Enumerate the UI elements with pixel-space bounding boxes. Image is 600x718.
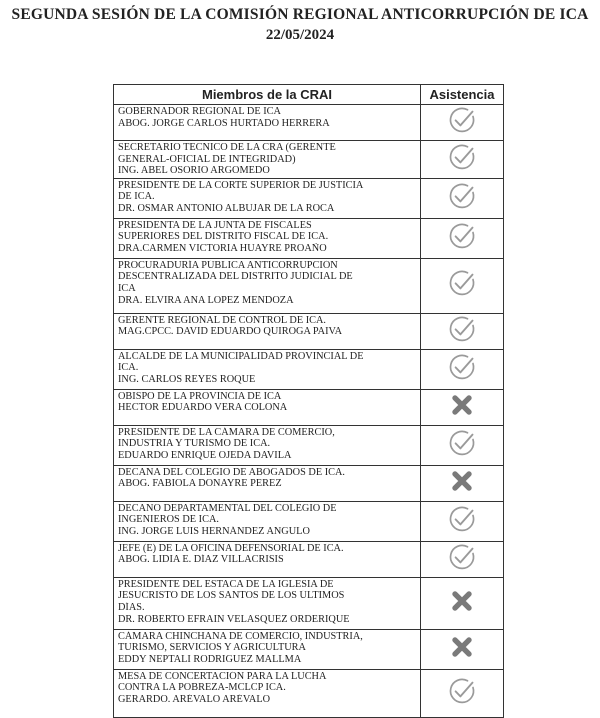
member-cell [114,541,421,577]
check-circle-icon [447,542,477,572]
attendance-cell [421,258,504,313]
member-text-line: MESA DE CONCERTACIÓN PARA LA LUCHA [118,670,327,682]
member-text-line: PRESIDENTE DEL ESTACA DE LA IGLESIA DE [118,578,334,590]
members-table [113,84,504,718]
member-text-line: GERENTE REGIONAL DE CONTROL DE ICA. [118,314,327,326]
member-cell [114,141,421,179]
attendance-cell [421,501,504,541]
member-text-line: ABOG. FABIOLA DONAYRE PEREZ [118,478,282,490]
member-text-line: CÁMARA CHINCHANA DE COMERCIO, INDUSTRIA, [118,630,363,642]
member-cell [114,389,421,425]
member-text-line: DRA.CARMEN VICTORIA HUAYRE PROAÑO [118,242,327,254]
member-text-line: PROCURADURÍA PÚBLICA ANTICORRUPCIÓN [118,259,338,271]
x-cross-icon [447,586,477,616]
member-cell [114,465,421,501]
member-text-line: GERARDO. ARÉVALO ARÉVALO [118,693,271,705]
member-text-line: EDDY NEPTALI RODRIGUEZ MALLMA [118,653,302,665]
member-text-line: ABOG. LIDIA E. DÍAZ VILLACRISIS [118,554,284,566]
member-cell [114,577,421,629]
member-text-line: TURISMO, SERVICIOS Y AGRICULTURA [118,642,306,654]
member-text-line: ING. CARLOS REYES ROQUE [118,373,256,385]
member-row [114,629,504,669]
member-cell [114,178,421,218]
member-cell [114,669,421,717]
member-cell [114,313,421,349]
header-members: Miembros de la CRAI [114,85,421,105]
check-circle-icon [447,221,477,251]
member-text-line: JESUCRISTO DE LOS SANTOS DE LOS ÚLTIMOS [118,590,345,602]
member-text-line: DECANA DEL COLEGIO DE ABOGADOS DE ICA. [118,466,345,478]
member-row [114,465,504,501]
member-cell [114,218,421,258]
members-table-body [114,105,504,718]
attendance-cell [421,425,504,465]
member-row [114,178,504,218]
member-text-line: ING. ABEL OSORIO ARGOMEDO [118,165,270,177]
member-text-line: ICA [118,282,136,294]
member-text-line: ALCALDE DE LA MUNICIPALIDAD PROVINCIAL DE [118,350,364,362]
member-cell [114,425,421,465]
member-row [114,258,504,313]
check-circle-icon [447,504,477,534]
member-row [114,349,504,389]
member-text-line: JEFE (E) DE LA OFICINA DEFENSORIAL DE ICA. [118,542,344,554]
member-cell [114,105,421,141]
member-text-line: ABOG. JORGE CARLOS HURTADO HERRERA [118,117,330,129]
member-text-line: PRESIDENTE DE LA CORTE SUPERIOR DE JUSTICIA [118,179,364,191]
member-text-line: DR. ROBERTO EFRAIN VELASQUEZ ORDERIQUE [118,613,350,625]
attendance-cell [421,349,504,389]
member-text-line: DÍAS. [118,601,145,613]
member-text-line: SUPERIORES DEL DISTRITO FISCAL DE ICA. [118,231,329,243]
member-text-line: INDUSTRIA Y TURISMO DE ICA. [118,438,271,450]
attendance-cell [421,669,504,717]
document-title: SEGUNDA SESIÓN DE LA COMISIÓN REGIONAL ANTICORRUPCIÓN DE ICA [11,6,589,23]
member-text-line: DESCENTRALIZADA DEL DISTRITO JUDICIAL DE [118,271,353,283]
attendance-cell [421,465,504,501]
member-text-line: HECTOR EDUARDO VERA COLONA [118,402,288,414]
check-circle-icon [447,314,477,344]
member-cell [114,629,421,669]
member-text-line: ICA. [118,362,139,374]
member-row [114,577,504,629]
member-text-line: GOBERNADOR REGIONAL DE ICA [118,106,281,117]
check-circle-icon [447,142,477,172]
member-row [114,541,504,577]
member-text-line: PRESIDENTA DE LA JUNTA DE FISCALES [118,219,312,231]
header-attendance: Asistencia [421,85,504,105]
attendance-cell [421,313,504,349]
x-cross-icon [447,632,477,662]
member-cell [114,349,421,389]
member-text-line: DRA. ELVIRA ANA LOPEZ MENDOZA [118,294,294,306]
member-row [114,141,504,179]
member-row [114,425,504,465]
member-text-line: PRESIDENTE DE LA CÁMARA DE COMERCIO, [118,426,335,438]
member-row [114,501,504,541]
member-text-line: CONTRA LA POBREZA-MCLCP ICA. [118,682,286,694]
check-circle-icon [447,181,477,211]
member-cell [114,501,421,541]
member-text-line: SECRETARIO TECNICO DE LA CRA (GERENTE [118,142,336,153]
attendance-cell [421,141,504,179]
member-text-line: DECANO DEPARTAMENTAL DEL COLEGIO DE [118,502,337,514]
member-row [114,313,504,349]
check-circle-icon [447,268,477,298]
member-text-line: DE ICA. [118,191,155,203]
member-text-line: MAG.CPCC. DAVID EDUARDO QUIROGA PAIVA [118,326,343,338]
attendance-cell [421,541,504,577]
attendance-cell [421,105,504,141]
check-circle-icon [447,428,477,458]
member-text-line: EDUARDO ENRIQUE OJEDA DAVILA [118,449,292,461]
check-circle-icon [447,105,477,135]
x-cross-icon [447,466,477,496]
attendance-cell [421,389,504,425]
table-header-row [114,85,504,105]
member-text-line: GENERAL-OFICIAL DE INTEGRIDAD) [118,153,296,165]
member-row [114,105,504,141]
attendance-cell [421,629,504,669]
check-circle-icon [447,676,477,706]
attendance-cell [421,218,504,258]
member-text-line: INGENIEROS DE ICA. [118,514,219,526]
attendance-cell [421,577,504,629]
check-circle-icon [447,352,477,382]
member-text-line: ING. JORGE LUIS HERNÁNDEZ ANGULO [118,525,310,537]
member-row [114,389,504,425]
attendance-cell [421,178,504,218]
x-cross-icon [447,390,477,420]
member-cell [114,258,421,313]
member-text-line: OBISPO DE LA PROVINCIA DE ICA [118,390,282,402]
member-text-line: DR. OSMAR ANTONIO ALBUJAR DE LA ROCA [118,202,335,214]
session-date: 22/05/2024 [265,27,335,43]
member-row [114,218,504,258]
member-row [114,669,504,717]
